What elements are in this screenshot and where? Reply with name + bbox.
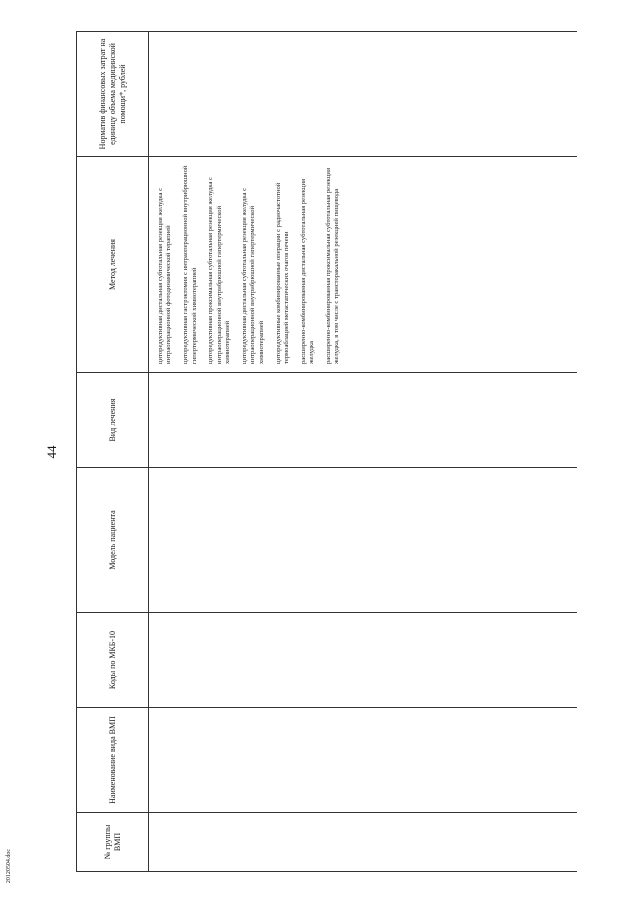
patient-model-cell: [149, 467, 577, 612]
group-number-cell: [149, 812, 577, 871]
method-item: циторедуктивные комбинированные операции с радиочастотной термоаблацией метастатических очагов печени: [274, 182, 291, 364]
method-item: циторедуктивная дистальная субтотальная резекция желудка с интраоперационной фотодинамической терапией: [157, 188, 173, 364]
header-patient-model: Модель пациента: [77, 467, 149, 612]
header-treatment-method: Метод лечения: [77, 156, 149, 372]
method-item: циторедуктивная дистальная субтотальная резекция желудка с интраоперационной внутрибрюшной гипертермической химиотерапией: [241, 188, 265, 364]
header-cost-standard: Норматив финансовых затрат на единицу объема медицинской помощи*, рублей: [77, 31, 149, 156]
method-item: расширенно-комбинированная проксимальная субтотальная резекция желудка, в том числе с трансторакальной резекцией пищевода: [325, 168, 341, 364]
method-item: расширенно-комбинированная дистальная субтотальная резекция желудка: [299, 178, 316, 364]
header-group-number: № группы ВМП: [77, 812, 149, 871]
page-number: 44: [44, 445, 59, 459]
header-icd10-codes: Коды по МКБ-10: [77, 612, 149, 707]
icd10-codes-cell: [149, 612, 577, 707]
method-item: циторедуктивная проксимальная субтотальная резекция желудка с интраоперационной внутрибрюшной гипертермической химиотерапией: [207, 177, 232, 364]
vmp-type-name-cell: [149, 707, 577, 812]
cost-standard-cell: [149, 31, 577, 156]
document-filename: 20120504.doc: [6, 848, 12, 884]
header-vmp-type-name: Наименование вида ВМП: [77, 707, 149, 812]
method-item: циторедуктивная гастрэктомия с интраоперационной внутрибрюшной гипертермической химиотерапией: [182, 165, 198, 364]
header-treatment-type: Вид лечения: [77, 372, 149, 467]
medical-care-table: [76, 31, 577, 872]
treatment-method-cell: [149, 156, 577, 372]
treatment-type-cell: [149, 372, 577, 467]
